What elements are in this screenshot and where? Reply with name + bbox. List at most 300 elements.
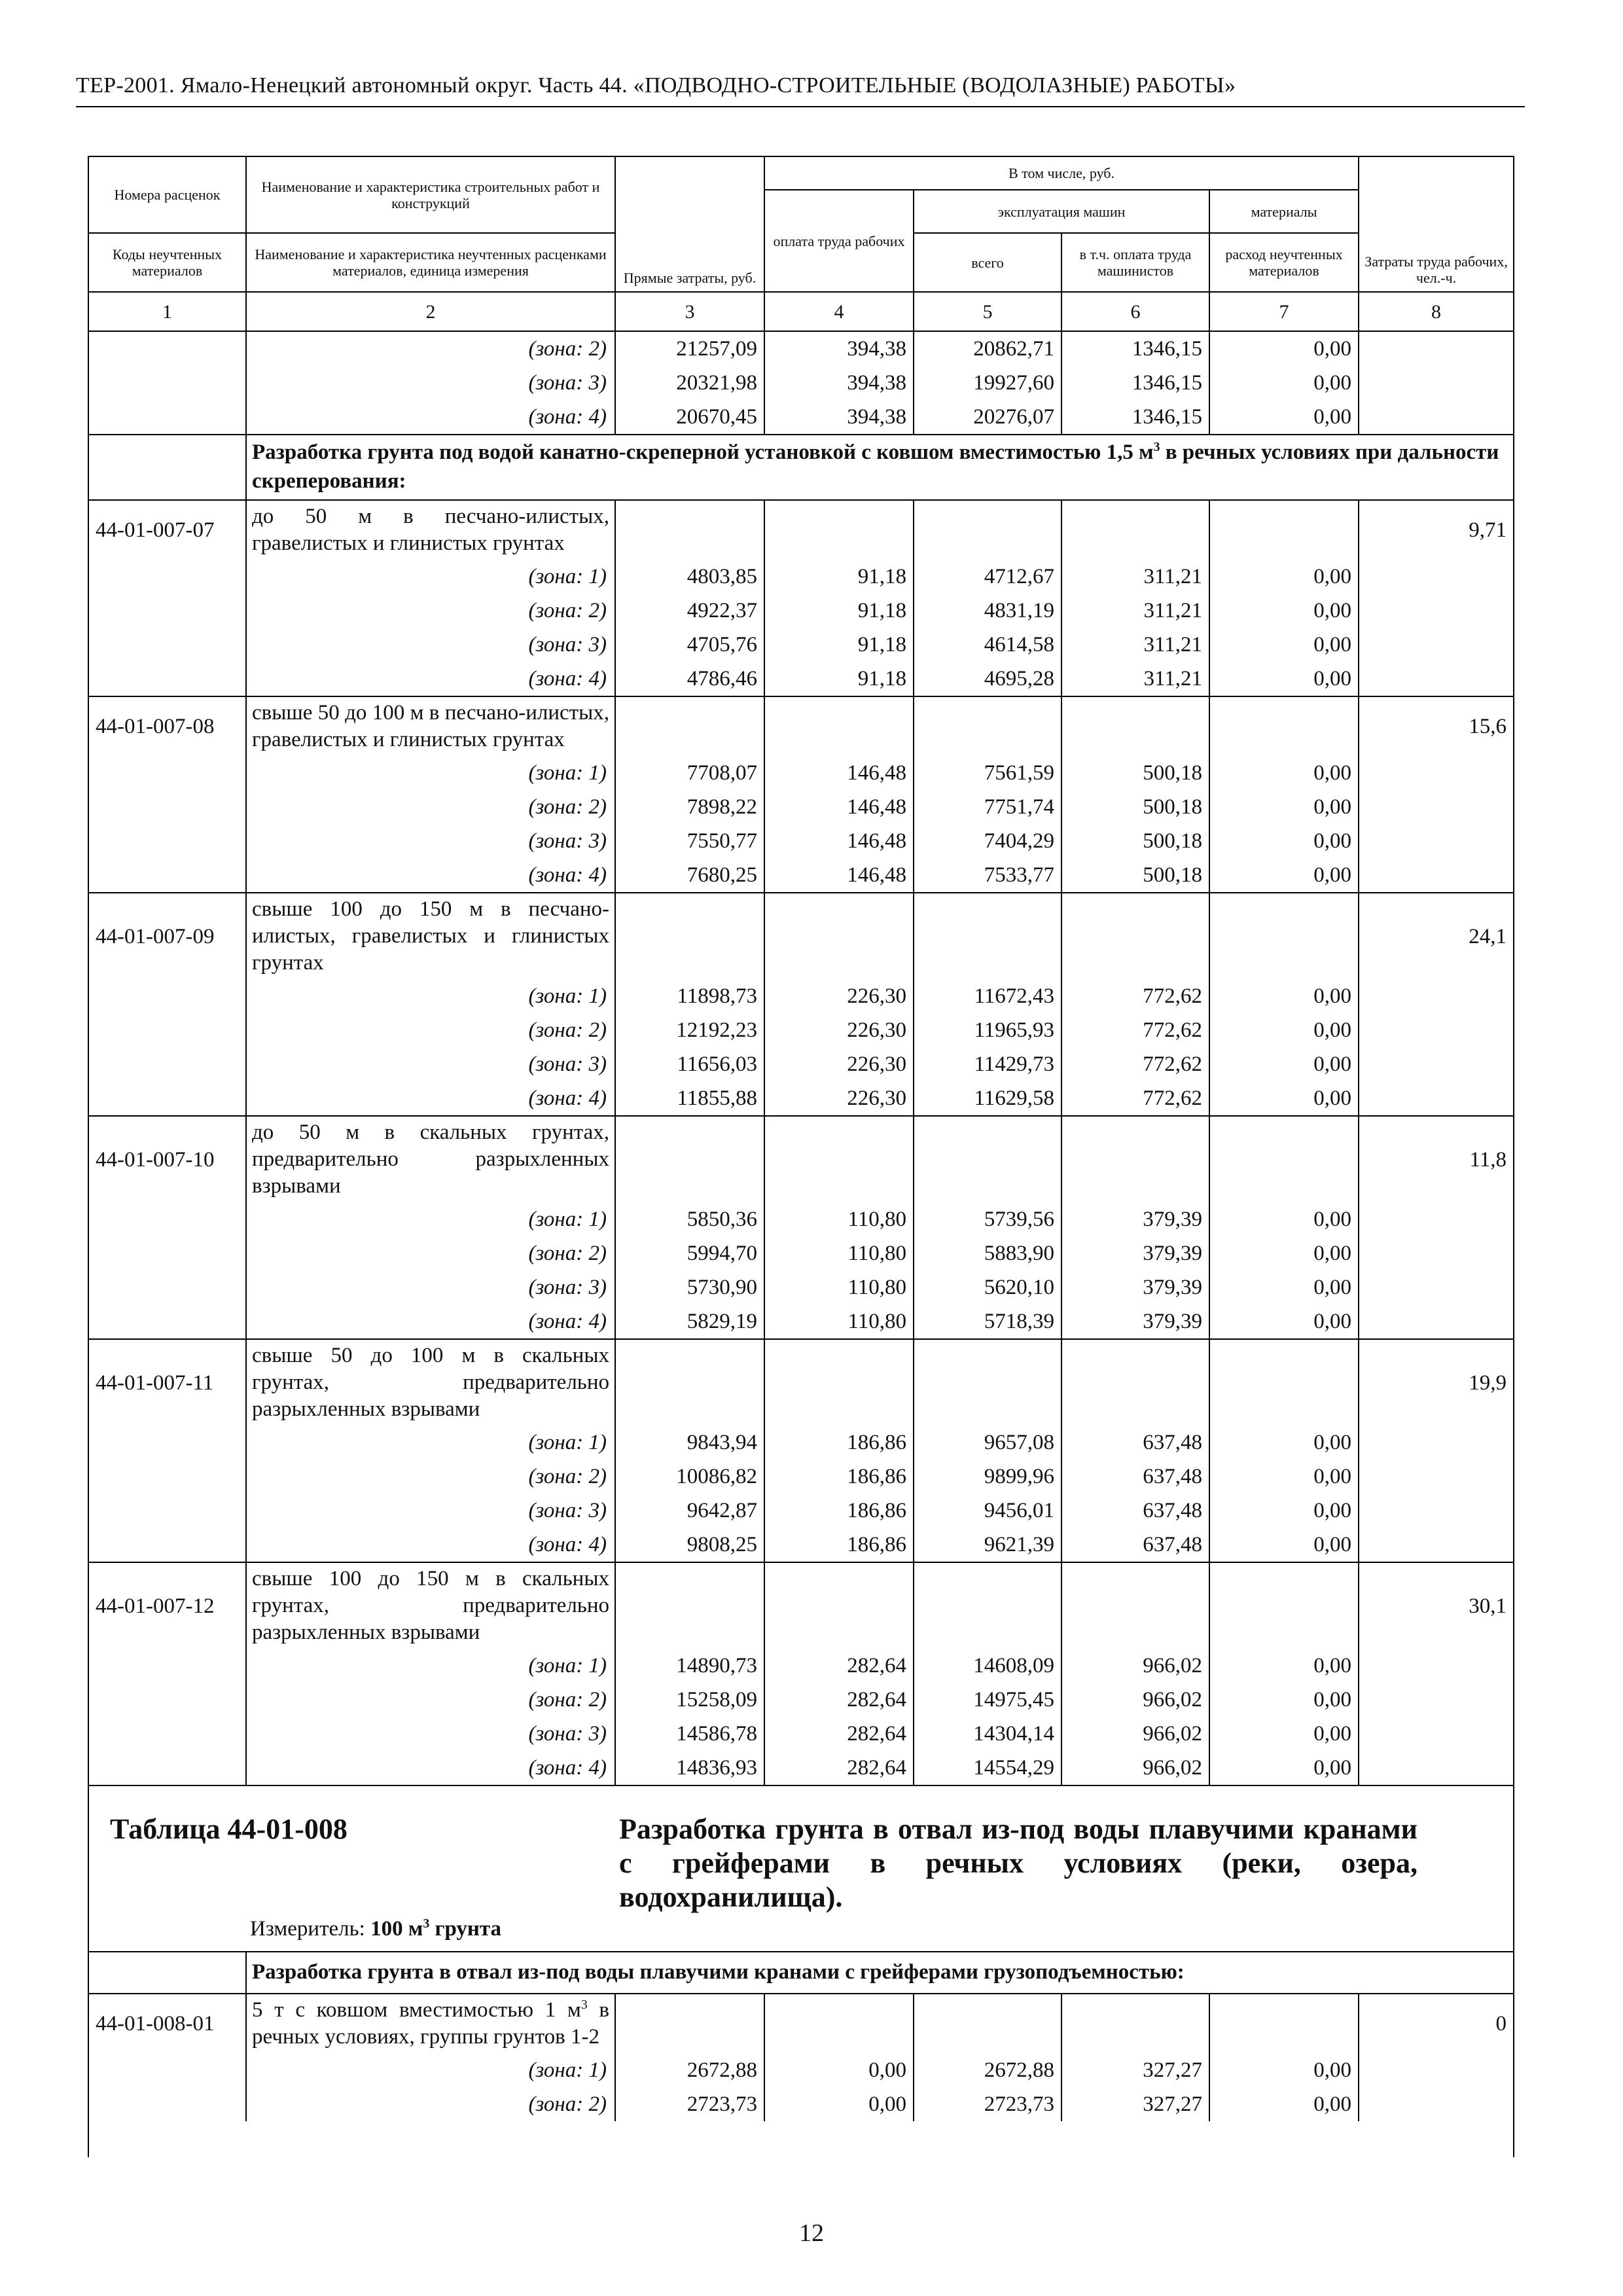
zone-row	[89, 628, 1513, 662]
column-number: 7	[1209, 292, 1359, 331]
zone-row	[89, 1717, 1513, 1751]
zone-row	[89, 1460, 1513, 1494]
labor-hours	[1359, 824, 1513, 858]
operators-pay: 379,39	[1061, 1270, 1209, 1304]
direct-costs: 7708,07	[615, 756, 764, 790]
header-work-name: Наименование и характеристика строительных работ и конструкций	[246, 157, 615, 233]
direct-costs: 14890,73	[615, 1649, 764, 1683]
labor-hours: 15,6	[1359, 696, 1513, 756]
rate-code-cell	[89, 1270, 246, 1304]
materials-cost: 0,00	[1209, 858, 1359, 893]
rate-code-cell	[89, 1717, 246, 1751]
rate-code: 44-01-007-07	[89, 500, 246, 560]
table-number: Таблица 44-01-008	[110, 1813, 348, 1845]
operators-pay: 379,39	[1061, 1202, 1209, 1236]
labor-pay: 0,00	[764, 2053, 914, 2087]
rate-item-row	[89, 1339, 1513, 1426]
section-title: Разработка грунта под водой канатно-скреперной установкой с ковшом вместимостью 1,5 $м^3$ в речных условиях при дальности скреперования:	[246, 435, 1513, 500]
machines-total: 11429,73	[914, 1047, 1061, 1081]
direct-costs: 5850,36	[615, 1202, 764, 1236]
labor-hours	[1359, 1236, 1513, 1270]
labor-hours	[1359, 979, 1513, 1013]
rate-description: свыше 100 до 150 м в скальных грунтах, предварительно разрыхленных взрывами	[246, 1562, 615, 1649]
direct-costs: 9642,87	[615, 1494, 764, 1528]
section-row	[89, 1952, 1513, 1994]
header-material-names: Наименование и характеристика неучтенных расценками материалов, единица измерения	[246, 233, 615, 292]
direct-costs: 4705,76	[615, 628, 764, 662]
header-rule	[76, 106, 1525, 107]
rate-code-cell	[89, 594, 246, 628]
machines-total: 11965,93	[914, 1013, 1061, 1047]
direct-costs: 7898,22	[615, 790, 764, 824]
empty-cell	[1061, 500, 1209, 560]
empty-cell	[1209, 500, 1359, 560]
rate-code-cell	[89, 332, 246, 366]
operators-pay: 637,48	[1061, 1528, 1209, 1562]
labor-hours	[1359, 756, 1513, 790]
running-header: ТЕР-2001. Ямало-Ненецкий автономный округ. Часть 44. «ПОДВОДНО-СТРОИТЕЛЬНЫЕ (ВОДОЛАЗНЫЕ) РАБОТЫ»	[76, 73, 1236, 98]
labor-pay: 186,86	[764, 1460, 914, 1494]
machines-total: 20862,71	[914, 332, 1061, 366]
rate-code-cell	[89, 1494, 246, 1528]
rate-code-cell	[89, 1683, 246, 1717]
labor-hours	[1359, 1528, 1513, 1562]
rate-description: свыше 50 до 100 м в песчано-илистых, гравелистых и глинистых грунтах	[246, 696, 615, 756]
rate-description: 5 т с ковшом вместимостью 1 $м^3$ в речных условиях, группы грунтов 1-2	[246, 1994, 615, 2053]
rate-code-cell	[89, 1649, 246, 1683]
rate-code-cell	[89, 1013, 246, 1047]
machines-total: 7533,77	[914, 858, 1061, 893]
labor-pay: 91,18	[764, 628, 914, 662]
direct-costs: 11898,73	[615, 979, 764, 1013]
header-machines-group: эксплуатация машин	[914, 190, 1209, 233]
zone-label: (зона: 2)	[246, 1236, 615, 1270]
zone-label: (зона: 4)	[246, 1081, 615, 1116]
machines-total: 9621,39	[914, 1528, 1061, 1562]
labor-pay: 282,64	[764, 1751, 914, 1785]
direct-costs: 10086,82	[615, 1460, 764, 1494]
rate-code: 44-01-007-09	[89, 893, 246, 979]
rate-code: 44-01-007-11	[89, 1339, 246, 1426]
rate-description: свыше 100 до 150 м в песчано-илистых, гравелистых и глинистых грунтах	[246, 893, 615, 979]
rate-item-row	[89, 1562, 1513, 1649]
zone-row	[89, 1494, 1513, 1528]
zone-row	[89, 756, 1513, 790]
labor-hours	[1359, 790, 1513, 824]
labor-hours: 9,71	[1359, 500, 1513, 560]
table-unit-of-measure: Измеритель: 100 $м^3$ грунта	[250, 1916, 502, 1941]
zone-label: (зона: 1)	[246, 1202, 615, 1236]
labor-pay: 226,30	[764, 1013, 914, 1047]
rate-code-cell	[89, 662, 246, 696]
section-row	[89, 435, 1513, 500]
zone-row	[89, 1683, 1513, 1717]
rates-table-body	[89, 332, 1513, 1785]
zone-label: (зона: 2)	[246, 594, 615, 628]
labor-pay: 186,86	[764, 1426, 914, 1460]
labor-hours: 19,9	[1359, 1339, 1513, 1426]
labor-pay: 394,38	[764, 366, 914, 400]
machines-total: 7404,29	[914, 824, 1061, 858]
empty-cell	[1209, 1562, 1359, 1649]
materials-cost: 0,00	[1209, 560, 1359, 594]
labor-hours	[1359, 1494, 1513, 1528]
zone-label: (зона: 1)	[246, 1649, 615, 1683]
operators-pay: 311,21	[1061, 560, 1209, 594]
rate-item-row	[89, 500, 1513, 560]
zone-row	[89, 1013, 1513, 1047]
machines-total: 4712,67	[914, 560, 1061, 594]
materials-cost: 0,00	[1209, 1460, 1359, 1494]
zone-label: (зона: 3)	[246, 1717, 615, 1751]
zone-row	[89, 824, 1513, 858]
labor-pay: 91,18	[764, 560, 914, 594]
labor-pay: 146,48	[764, 756, 914, 790]
empty-cell	[615, 893, 764, 979]
direct-costs: 9808,25	[615, 1528, 764, 1562]
empty-cell	[764, 1994, 914, 2053]
table-column-header	[89, 157, 1513, 332]
zone-row	[89, 1047, 1513, 1081]
operators-pay: 500,18	[1061, 824, 1209, 858]
empty-cell	[1061, 1562, 1209, 1649]
direct-costs: 2723,73	[615, 2087, 764, 2121]
zone-label: (зона: 2)	[246, 1013, 615, 1047]
rate-item-row	[89, 696, 1513, 756]
materials-cost: 0,00	[1209, 979, 1359, 1013]
materials-cost: 0,00	[1209, 400, 1359, 435]
empty-cell	[914, 1116, 1061, 1202]
rates-table-body-2	[89, 1951, 1513, 2121]
column-number: 5	[914, 292, 1061, 331]
operators-pay: 637,48	[1061, 1494, 1209, 1528]
labor-pay: 282,64	[764, 1717, 914, 1751]
machines-total: 5718,39	[914, 1304, 1061, 1339]
labor-pay: 146,48	[764, 790, 914, 824]
header-direct-costs: Прямые затраты, руб.	[615, 157, 764, 292]
zone-row	[89, 594, 1513, 628]
rate-description: свыше 50 до 100 м в скальных грунтах, предварительно разрыхленных взрывами	[246, 1339, 615, 1426]
direct-costs: 14836,93	[615, 1751, 764, 1785]
rate-code-cell	[89, 1528, 246, 1562]
materials-cost: 0,00	[1209, 1528, 1359, 1562]
labor-pay: 91,18	[764, 594, 914, 628]
labor-hours	[1359, 628, 1513, 662]
rate-item-row	[89, 1994, 1513, 2053]
materials-cost: 0,00	[1209, 1649, 1359, 1683]
empty-cell	[1209, 1339, 1359, 1426]
rates-table-sheet	[88, 156, 1514, 2157]
zone-row	[89, 1202, 1513, 1236]
empty-cell	[764, 1562, 914, 1649]
labor-hours	[1359, 858, 1513, 893]
zone-row	[89, 1649, 1513, 1683]
direct-costs: 4922,37	[615, 594, 764, 628]
operators-pay: 500,18	[1061, 756, 1209, 790]
machines-total: 9899,96	[914, 1460, 1061, 1494]
header-material-consumption: расход неучтенных материалов	[1209, 233, 1359, 292]
labor-hours: 11,8	[1359, 1116, 1513, 1202]
rate-code-cell	[89, 824, 246, 858]
zone-row	[89, 1081, 1513, 1116]
empty-cell	[1061, 1116, 1209, 1202]
zone-row	[89, 1236, 1513, 1270]
labor-pay: 282,64	[764, 1683, 914, 1717]
materials-cost: 0,00	[1209, 1304, 1359, 1339]
rate-code-cell	[89, 756, 246, 790]
materials-cost: 0,00	[1209, 1751, 1359, 1785]
rate-code-cell	[89, 1081, 246, 1116]
operators-pay: 327,27	[1061, 2087, 1209, 2121]
rate-code: 44-01-007-10	[89, 1116, 246, 1202]
empty-cell	[914, 893, 1061, 979]
zone-label: (зона: 4)	[246, 1528, 615, 1562]
materials-cost: 0,00	[1209, 594, 1359, 628]
empty-cell	[764, 893, 914, 979]
direct-costs: 2672,88	[615, 2053, 764, 2087]
column-number: 6	[1061, 292, 1209, 331]
rate-code-cell	[89, 560, 246, 594]
rate-code: 44-01-007-08	[89, 696, 246, 756]
machines-total: 7561,59	[914, 756, 1061, 790]
operators-pay: 772,62	[1061, 979, 1209, 1013]
labor-pay: 226,30	[764, 1047, 914, 1081]
rate-description: до 50 м в песчано-илистых, гравелистых и глинистых грунтах	[246, 500, 615, 560]
rate-code-cell	[89, 1202, 246, 1236]
labor-hours: 24,1	[1359, 893, 1513, 979]
materials-cost: 0,00	[1209, 1202, 1359, 1236]
labor-hours	[1359, 662, 1513, 696]
labor-hours	[1359, 1202, 1513, 1236]
rate-code-cell	[89, 628, 246, 662]
rate-code: 44-01-008-01	[89, 1994, 246, 2053]
operators-pay: 311,21	[1061, 628, 1209, 662]
zone-label: (зона: 1)	[246, 1426, 615, 1460]
direct-costs: 21257,09	[615, 332, 764, 366]
labor-pay: 91,18	[764, 662, 914, 696]
materials-cost: 0,00	[1209, 662, 1359, 696]
machines-total: 9456,01	[914, 1494, 1061, 1528]
header-including-group: В том числе, руб.	[764, 157, 1359, 190]
empty-cell	[615, 696, 764, 756]
labor-pay: 110,80	[764, 1270, 914, 1304]
empty-cell	[615, 1116, 764, 1202]
materials-cost: 0,00	[1209, 1081, 1359, 1116]
labor-hours	[1359, 1717, 1513, 1751]
rate-code: 44-01-007-12	[89, 1562, 246, 1649]
zone-row	[89, 858, 1513, 893]
materials-cost: 0,00	[1209, 1047, 1359, 1081]
materials-cost: 0,00	[1209, 332, 1359, 366]
direct-costs: 4803,85	[615, 560, 764, 594]
machines-total: 14975,45	[914, 1683, 1061, 1717]
labor-pay: 186,86	[764, 1494, 914, 1528]
empty-cell	[764, 1116, 914, 1202]
labor-hours	[1359, 400, 1513, 435]
zone-label: (зона: 4)	[246, 1304, 615, 1339]
header-labor-hours: Затраты труда рабочих, чел.-ч.	[1359, 157, 1513, 292]
empty-cell	[914, 696, 1061, 756]
zone-label: (зона: 4)	[246, 662, 615, 696]
labor-pay: 226,30	[764, 979, 914, 1013]
labor-hours	[1359, 2053, 1513, 2087]
labor-hours	[1359, 1751, 1513, 1785]
operators-pay: 772,62	[1061, 1081, 1209, 1116]
operators-pay: 966,02	[1061, 1751, 1209, 1785]
materials-cost: 0,00	[1209, 1013, 1359, 1047]
empty-cell	[615, 500, 764, 560]
operators-pay: 500,18	[1061, 858, 1209, 893]
machines-total: 11629,58	[914, 1081, 1061, 1116]
operators-pay: 311,21	[1061, 662, 1209, 696]
rate-code-cell	[89, 400, 246, 435]
labor-pay: 146,48	[764, 858, 914, 893]
zone-label: (зона: 3)	[246, 1047, 615, 1081]
labor-hours: 30,1	[1359, 1562, 1513, 1649]
empty-cell	[1209, 893, 1359, 979]
zone-row	[89, 2087, 1513, 2121]
column-number: 8	[1359, 292, 1513, 331]
materials-cost: 0,00	[1209, 756, 1359, 790]
operators-pay: 1346,15	[1061, 366, 1209, 400]
header-material-codes: Коды неучтенных материалов	[89, 233, 246, 292]
labor-pay: 394,38	[764, 332, 914, 366]
zone-row	[89, 366, 1513, 400]
zone-row	[89, 1304, 1513, 1339]
materials-cost: 0,00	[1209, 1683, 1359, 1717]
labor-hours	[1359, 1304, 1513, 1339]
rate-code-cell	[89, 1751, 246, 1785]
operators-pay: 500,18	[1061, 790, 1209, 824]
machines-total: 7751,74	[914, 790, 1061, 824]
labor-hours	[1359, 1426, 1513, 1460]
operators-pay: 772,62	[1061, 1047, 1209, 1081]
rate-code-cell	[89, 366, 246, 400]
page-number: 12	[799, 2219, 824, 2247]
rate-code-cell	[89, 979, 246, 1013]
rate-code-cell	[89, 790, 246, 824]
machines-total: 4695,28	[914, 662, 1061, 696]
zone-label: (зона: 3)	[246, 366, 615, 400]
machines-total: 14304,14	[914, 1717, 1061, 1751]
zone-label: (зона: 3)	[246, 1270, 615, 1304]
labor-hours	[1359, 1683, 1513, 1717]
empty-cell	[764, 500, 914, 560]
empty-cell	[914, 1562, 1061, 1649]
operators-pay: 966,02	[1061, 1717, 1209, 1751]
column-number: 3	[615, 292, 764, 331]
empty-cell	[1209, 696, 1359, 756]
empty-cell	[914, 500, 1061, 560]
header-rate-number: Номера расценок	[89, 157, 246, 233]
labor-hours	[1359, 1047, 1513, 1081]
labor-pay: 110,80	[764, 1304, 914, 1339]
zone-row	[89, 662, 1513, 696]
labor-hours	[1359, 332, 1513, 366]
direct-costs: 5829,19	[615, 1304, 764, 1339]
zone-label: (зона: 1)	[246, 560, 615, 594]
header-machines-total: всего	[914, 233, 1061, 292]
materials-cost: 0,00	[1209, 824, 1359, 858]
direct-costs: 7680,25	[615, 858, 764, 893]
empty-cell	[1061, 696, 1209, 756]
zone-row	[89, 1751, 1513, 1785]
machines-total: 2672,88	[914, 2053, 1061, 2087]
labor-hours	[1359, 1081, 1513, 1116]
zone-label: (зона: 2)	[246, 2087, 615, 2121]
operators-pay: 637,48	[1061, 1426, 1209, 1460]
direct-costs: 20670,45	[615, 400, 764, 435]
materials-cost: 0,00	[1209, 1426, 1359, 1460]
operators-pay: 772,62	[1061, 1013, 1209, 1047]
machines-total: 4831,19	[914, 594, 1061, 628]
zone-label: (зона: 3)	[246, 628, 615, 662]
labor-hours	[1359, 366, 1513, 400]
zone-row	[89, 1270, 1513, 1304]
empty-cell	[1209, 1116, 1359, 1202]
rate-item-row	[89, 1116, 1513, 1202]
operators-pay: 311,21	[1061, 594, 1209, 628]
labor-hours	[1359, 560, 1513, 594]
zone-label: (зона: 2)	[246, 1683, 615, 1717]
rate-code-cell	[89, 2053, 246, 2087]
column-number: 1	[89, 292, 246, 331]
labor-pay: 146,48	[764, 824, 914, 858]
direct-costs: 11656,03	[615, 1047, 764, 1081]
rate-code-cell	[89, 2087, 246, 2121]
machines-total: 4614,58	[914, 628, 1061, 662]
empty-cell	[764, 696, 914, 756]
zone-row	[89, 1528, 1513, 1562]
zone-label: (зона: 4)	[246, 1751, 615, 1785]
zone-label: (зона: 4)	[246, 400, 615, 435]
labor-pay: 394,38	[764, 400, 914, 435]
machines-total: 5739,56	[914, 1202, 1061, 1236]
rate-code-cell	[89, 1047, 246, 1081]
empty-cell	[1061, 893, 1209, 979]
operators-pay: 637,48	[1061, 1460, 1209, 1494]
direct-costs: 14586,78	[615, 1717, 764, 1751]
labor-pay: 110,80	[764, 1236, 914, 1270]
machines-total: 2723,73	[914, 2087, 1061, 2121]
machines-total: 5620,10	[914, 1270, 1061, 1304]
empty-cell	[914, 1339, 1061, 1426]
zone-row	[89, 790, 1513, 824]
zone-label: (зона: 1)	[246, 2053, 615, 2087]
empty-cell	[1209, 1994, 1359, 2053]
materials-cost: 0,00	[1209, 628, 1359, 662]
rate-code-cell	[89, 1460, 246, 1494]
zone-row	[89, 400, 1513, 435]
rate-code-cell	[89, 1236, 246, 1270]
machines-total: 14554,29	[914, 1751, 1061, 1785]
direct-costs: 5730,90	[615, 1270, 764, 1304]
direct-costs: 15258,09	[615, 1683, 764, 1717]
zone-row	[89, 332, 1513, 366]
rate-code-cell	[89, 435, 246, 500]
zone-label: (зона: 2)	[246, 790, 615, 824]
empty-cell	[1061, 1339, 1209, 1426]
operators-pay: 1346,15	[1061, 332, 1209, 366]
materials-cost: 0,00	[1209, 366, 1359, 400]
materials-cost: 0,00	[1209, 1270, 1359, 1304]
header-operators-pay: в т.ч. оплата труда машинистов	[1061, 233, 1209, 292]
direct-costs: 9843,94	[615, 1426, 764, 1460]
zone-label: (зона: 2)	[246, 1460, 615, 1494]
labor-hours	[1359, 2087, 1513, 2121]
operators-pay: 966,02	[1061, 1649, 1209, 1683]
operators-pay: 379,39	[1061, 1236, 1209, 1270]
